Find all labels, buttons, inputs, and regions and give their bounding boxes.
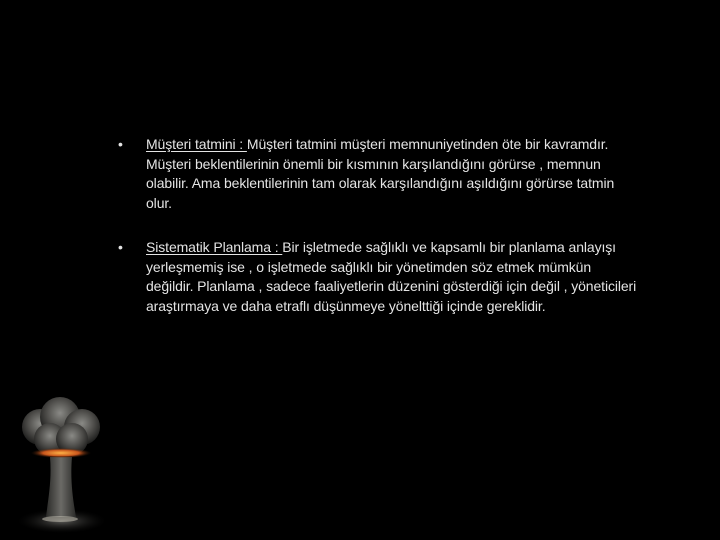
bullet-term: Sistematik Planlama : — [146, 239, 283, 255]
bullet-marker: • — [118, 136, 123, 152]
mushroom-cloud-icon — [10, 395, 110, 535]
bullet-customer-satisfaction — [118, 135, 638, 213]
bullet-text: Bir işletmede sağlıklı ve kapsamlı bir planlama anlayışı yerleşmemiş ise , o işletmede sağlıklı bir yönetimden söz etmek mümkün değildir. Planlama , sadece faaliyetlerin düzenini gösterdiği için değil , yöneticileri araştırmaya ve daha etraflı düşünmeye yönelttiği içinde gereklidir. — [146, 239, 637, 314]
bullet-list — [118, 135, 638, 316]
bullet-term: Müşteri tatmini : — [146, 136, 247, 152]
bullet-marker: • — [118, 239, 123, 255]
bullet-systematic-planning — [118, 238, 638, 316]
bullet-text: Müşteri tatmini müşteri memnuniyetinden öte bir kavramdır. Müşteri beklentilerinin önemli bir kısmının karşılandığını görürse , memnun olabilir. Ama beklentilerinin tam olarak karşılandığını aşıldığını görürse tatmin olur. — [146, 136, 615, 211]
